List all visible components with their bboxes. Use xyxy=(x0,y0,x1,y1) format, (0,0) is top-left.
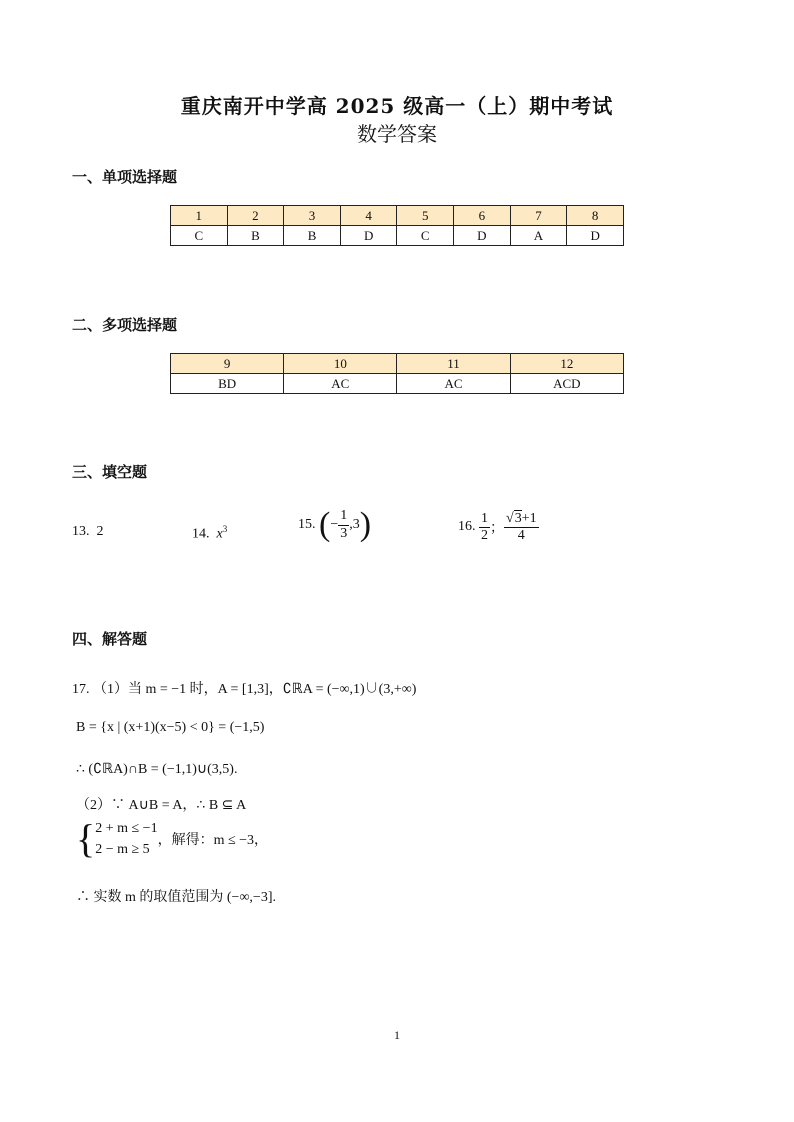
page-title: 重庆南开中学高 2025 级高一（上）期中考试 xyxy=(180,94,614,118)
question-number-cell: 5 xyxy=(397,206,454,226)
solution-system xyxy=(76,818,268,860)
table-row xyxy=(171,354,624,374)
question-number-cell: 12 xyxy=(510,354,623,374)
question-number-cell: 2 xyxy=(227,206,284,226)
page-number: 1 xyxy=(394,1028,400,1042)
question-number-cell: 1 xyxy=(171,206,228,226)
answer-cell: AC xyxy=(284,374,397,394)
section-heading-solutions: 四、解答题 xyxy=(72,630,148,648)
question-label: 14. xyxy=(192,526,210,542)
numerator-rest: +1 xyxy=(521,511,537,526)
answer-cell: AC xyxy=(397,374,510,394)
answer-separator: ； xyxy=(490,521,504,537)
question-label: 13. xyxy=(72,524,90,539)
section-heading-single-choice: 一、单项选择题 xyxy=(72,168,178,186)
solution-line-3: ∴ (∁ℝA)∩B = (−1,1)∪(3,5). xyxy=(76,762,238,777)
left-paren: ( xyxy=(319,506,331,543)
inequality-1: 2 + m ≤ −1 xyxy=(95,821,158,836)
page-subtitle: 数学答案 xyxy=(357,122,437,146)
question-label: 16. xyxy=(458,519,476,535)
inequality-2: 2 − m ≥ 5 xyxy=(95,842,150,857)
solution-line-4: （2）∵ A∪B = A，∴ B ⊆ A xyxy=(76,798,247,813)
answer-cell: ACD xyxy=(510,374,623,394)
answer-cell: A xyxy=(510,226,567,246)
section-heading-multi-choice: 二、多项选择题 xyxy=(72,316,178,334)
question-number-cell: 8 xyxy=(567,206,624,226)
fraction xyxy=(338,508,349,541)
answer-cell: D xyxy=(340,226,397,246)
solution-line-6: ∴ 实数 m 的取值范围为 (−∞,−3]. xyxy=(76,890,276,905)
fraction-b xyxy=(504,510,539,544)
table-row xyxy=(171,226,624,246)
answer-base: x xyxy=(216,526,223,542)
table-row xyxy=(171,374,624,394)
system-conclusion: ，解得：m ≤ −3， xyxy=(157,833,269,848)
answer-exponent: 3 xyxy=(222,524,228,534)
question-number-cell: 11 xyxy=(397,354,510,374)
question-number-cell: 4 xyxy=(340,206,397,226)
answer-cell: D xyxy=(454,226,511,246)
question-number-cell: 6 xyxy=(454,206,511,226)
fill-answer-13 xyxy=(72,524,104,540)
inequality-system xyxy=(95,818,157,860)
sqrt-icon: √ xyxy=(506,511,514,526)
solution-line-1: 17. （1）当 m = −1 时，A = [1,3]，∁ℝA = (−∞,1)∪(3,+∞) xyxy=(72,682,417,697)
single-choice-answer-table xyxy=(170,205,624,246)
interval-tail: ,3 xyxy=(349,517,360,532)
fill-answer-14 xyxy=(192,524,227,543)
answer-cell: B xyxy=(227,226,284,246)
fraction-denominator: 4 xyxy=(517,528,525,544)
answer-cell: D xyxy=(567,226,624,246)
question-number-cell: 7 xyxy=(510,206,567,226)
solution-line-2: B = {x | (x+1)(x−5) < 0} = (−1,5) xyxy=(76,720,265,735)
fraction-numerator xyxy=(504,510,539,528)
question-number-cell: 9 xyxy=(171,354,284,374)
left-brace-icon: { xyxy=(76,816,96,861)
fraction-a xyxy=(479,511,490,544)
question-number-cell: 10 xyxy=(284,354,397,374)
answer-cell: C xyxy=(171,226,228,246)
fill-answer-16 xyxy=(458,510,539,544)
fraction-numerator: 1 xyxy=(479,511,490,528)
minus-sign: − xyxy=(330,517,339,532)
fraction-denominator: 2 xyxy=(481,527,488,543)
fill-answer-15 xyxy=(298,508,371,542)
multi-choice-answer-table xyxy=(170,353,624,394)
question-label: 15. xyxy=(298,517,316,532)
fraction-numerator: 1 xyxy=(338,508,349,525)
table-row xyxy=(171,206,624,226)
answer-cell: B xyxy=(284,226,341,246)
radicand: 3 xyxy=(514,511,522,526)
answer-cell: BD xyxy=(171,374,284,394)
right-paren: ) xyxy=(359,506,372,543)
fraction-denominator: 3 xyxy=(340,525,348,541)
answer-value: 2 xyxy=(96,524,104,539)
section-heading-fill-blank: 三、填空题 xyxy=(72,463,148,481)
answer-cell: C xyxy=(397,226,454,246)
question-number-cell: 3 xyxy=(284,206,341,226)
